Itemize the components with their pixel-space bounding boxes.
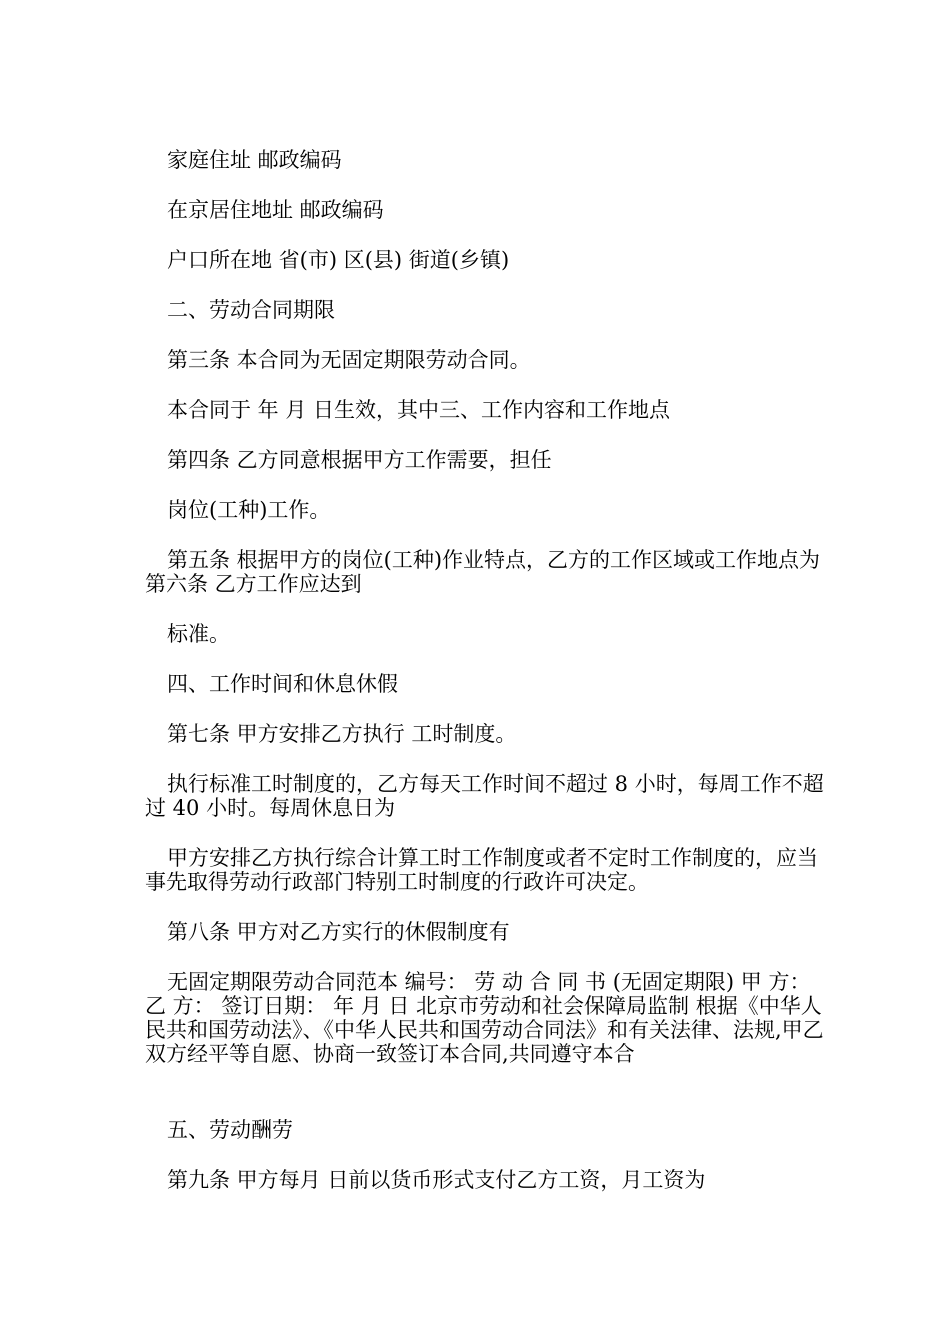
paragraph-article-9: 第九条 甲方每月 日前以货币形式支付乙方工资，月工资为: [167, 1168, 706, 1192]
paragraph-standard: 标准。: [167, 622, 230, 646]
paragraph-article-7: 第七条 甲方安排乙方执行 工时制度。: [167, 722, 517, 746]
paragraph-article-5: 第五条 根据甲方的岗位(工种)作业特点，乙方的工作区域或工作地点为第六条 乙方工作应达到: [145, 548, 821, 596]
section-heading-contract-term: 二、劳动合同期限: [167, 298, 335, 322]
paragraph-beijing-address: 在京居住地址 邮政编码: [167, 198, 384, 222]
paragraph-article-8: 第八条 甲方对乙方实行的休假制度有: [167, 920, 510, 944]
paragraph-special-hours: 甲方安排乙方执行综合计算工时工作制度或者不定时工作制度的，应当事先取得劳动行政部门特别工时制度的行政许可决定。: [145, 846, 818, 894]
section-heading-remuneration: 五、劳动酬劳: [167, 1118, 293, 1142]
paragraph-article-3: 第三条 本合同为无固定期限劳动合同。: [167, 348, 531, 372]
paragraph-standard-hours: 执行标准工时制度的，乙方每天工作时间不超过 8 小时，每周工作不超过 40 小时。每周休息日为: [145, 772, 824, 820]
paragraph-article-4: 第四条 乙方同意根据甲方工作需要，担任: [167, 448, 552, 472]
paragraph-position: 岗位(工种)工作。: [167, 498, 331, 522]
paragraph-contract-header: 无固定期限劳动合同范本 编号： 劳 动 合 同 书 (无固定期限) 甲 方： 乙 方： 签订日期： 年 月 日 北京市劳动和社会保障局监制 根据《中华人民共和国劳动法》、《中华人民共和国劳动合同法》和有关法律、法规,甲乙双方经平等自愿、协商一致签订本合同,共同遵守本合: [145, 970, 824, 1066]
section-heading-working-hours: 四、工作时间和休息休假: [167, 672, 398, 696]
paragraph-household-registration: 户口所在地 省(市) 区(县) 街道(乡镇): [167, 248, 510, 272]
paragraph-effective-date: 本合同于 年 月 日生效，其中三、工作内容和工作地点: [167, 398, 671, 422]
paragraph-home-address: 家庭住址 邮政编码: [167, 148, 342, 172]
